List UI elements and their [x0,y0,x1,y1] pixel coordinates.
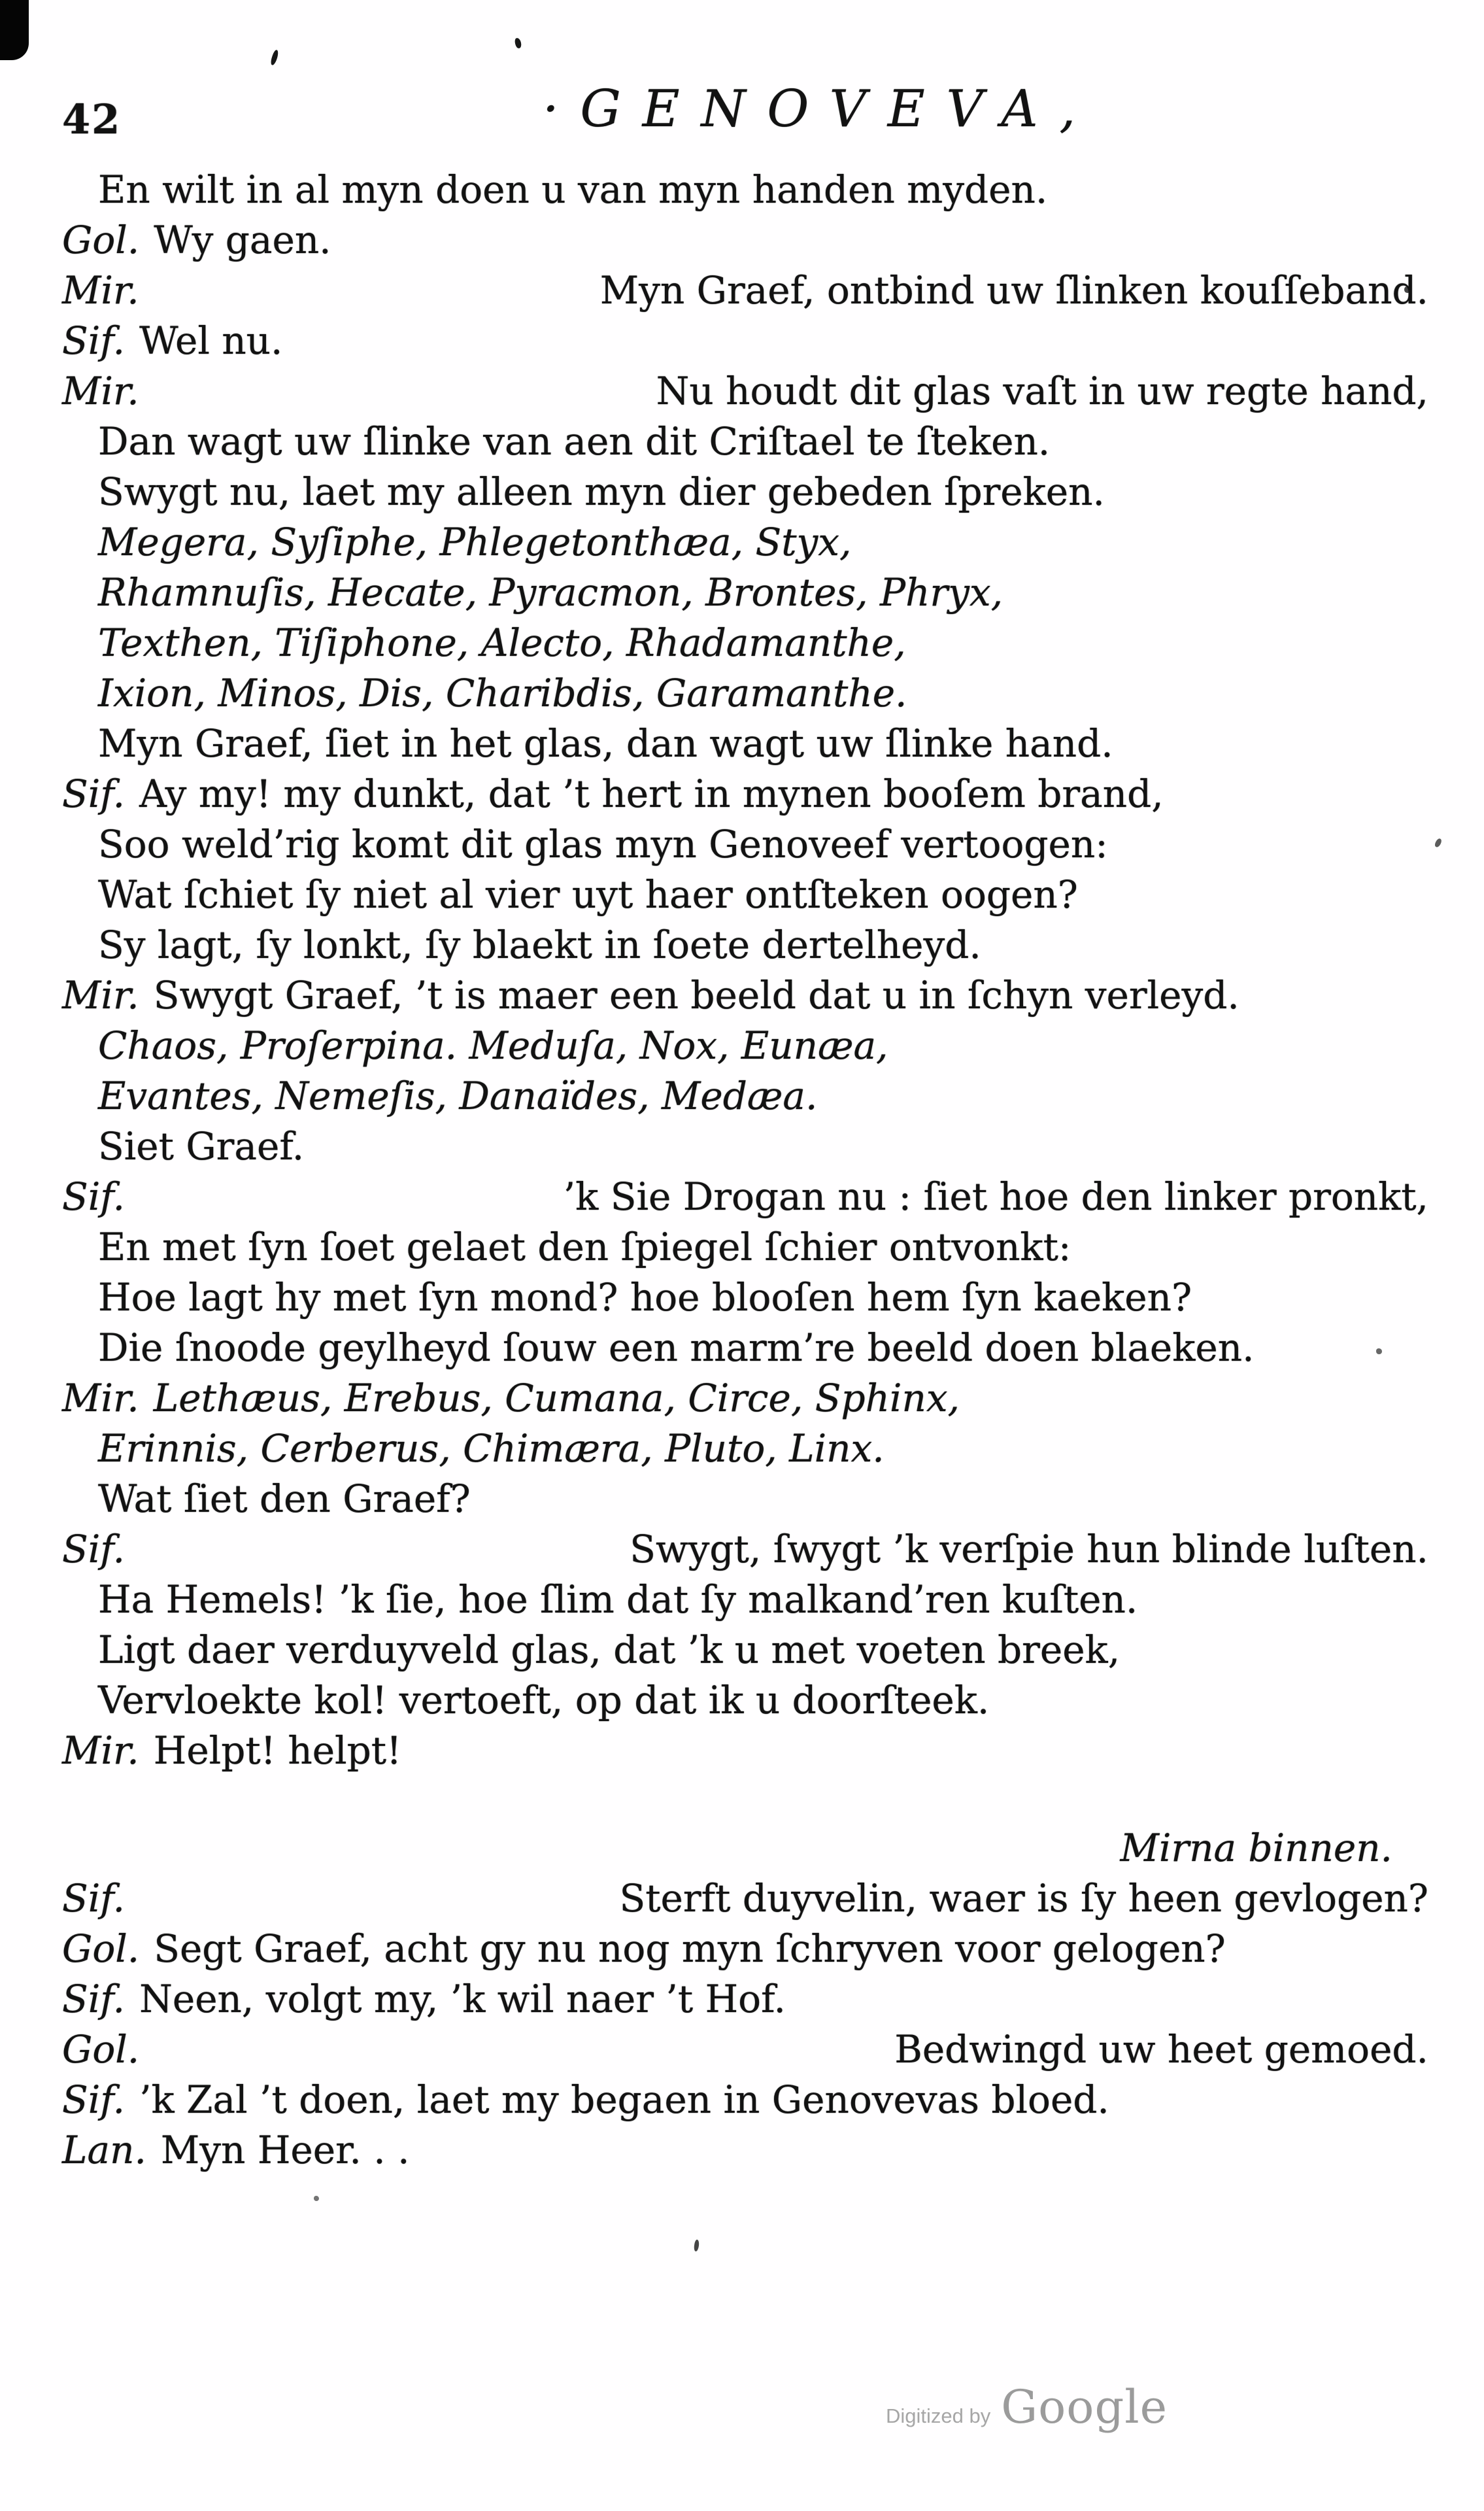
text-line [62,1323,1428,1373]
scan-speck [269,49,279,65]
text-line [62,366,1428,417]
text-line [62,1625,1428,1675]
text-line [62,265,1428,316]
text-line [62,1172,1428,1222]
line-text: En met ſyn ſoet gelaet den ſpiegel ſchier ontvonkt: [98,1225,1071,1269]
line-text: Swygt, ſwygt ’k verſpie hun blinde luſten. [630,1527,1428,1571]
page-number: 42 [62,95,122,143]
speaker-label: Lan. [62,2128,146,2172]
speaker-label: Sif. [62,1527,126,1571]
text-line [62,1474,1428,1524]
speaker-label: Mir. [62,973,139,1017]
scan-speck [694,2240,700,2252]
line-text: Wel nu. [139,318,283,363]
text-line [62,467,1428,517]
speaker-label: Sif. [62,1876,126,1921]
line-text: Ay my! my dunkt, dat ’t hert in mynen booſem brand, [139,772,1164,816]
text-line [62,165,1428,215]
line-text: Wat ſiet den Graef? [98,1477,471,1521]
line-text: Mirna binnen. [1120,1826,1392,1870]
line-text: Wy gaen. [154,218,331,262]
text-line [62,1726,1428,1776]
speaker-label: Gol. [62,1926,140,1971]
speaker-label: Sif. [62,318,126,363]
line-text: Ha Hemels! ’k ſie, hoe ſlim dat ſy malkand’ren kuſten. [98,1577,1138,1622]
line-text: Myn Heer. . . [160,2128,410,2172]
speaker-label: Gol. [62,2027,140,2072]
text-line [62,668,1428,719]
watermark-prefix: Digitized by [886,2404,991,2427]
text-line [62,2075,1428,2125]
text-line [62,1675,1428,1726]
line-text: Helpt! helpt! [153,1728,402,1773]
speaker-label: Sif. [62,772,126,816]
speaker-label: Gol. [62,218,140,262]
watermark [886,2380,1168,2434]
text-line [62,1424,1428,1474]
scan-speck [514,37,522,49]
line-text: Swygt nu, laet my alleen myn dier gebeden ſpreken. [98,470,1105,514]
line-text: En wilt in al myn doen u van myn handen myden. [98,167,1048,212]
line-text: Chaos, Proſerpina. Meduſa, Nox, Eunæa, [98,1023,888,1068]
line-text: Ixion, Minos, Dis, Charibdis, Garamanthe. [98,671,907,715]
line-text: Bedwingd uw heet gemoed. [894,2027,1428,2072]
text-line [62,2024,1428,2075]
line-text: Lethæus, Erebus, Cumana, Circe, Sphinx, [153,1376,960,1420]
speaker-label: Mir. [62,1376,139,1420]
line-text: Megera, Syſiphe, Phlegetonthæa, Styx, [98,520,852,564]
text-line [62,1071,1428,1121]
text-line [62,1524,1428,1575]
text-line [62,769,1428,819]
speaker-label: Mir. [62,1728,139,1773]
line-text: Sy lagt, ſy lonkt, ſy blaekt in ſoete dertelheyd. [98,923,981,967]
scan-speck [1434,838,1443,848]
text-line [62,819,1428,870]
line-text: Texthen, Tiſiphone, Alecto, Rhadamanthe, [98,621,906,665]
scan-corner-mark [0,0,29,60]
text-line [62,1373,1428,1424]
line-text: Hoe lagt hy met ſyn mond? hoe blooſen hem ſyn kaeken? [98,1275,1192,1320]
line-text: Soo weld’rig komt dit glas myn Genoveef vertoogen: [98,822,1108,866]
text-line [62,1974,1428,2024]
line-text: Myn Graef, ontbind uw ſlinken kouſſeband. [599,268,1428,313]
text-line [62,1924,1428,1974]
text-line [62,920,1428,970]
line-text: Sterft duyvelin, waer is ſy heen gevlogen? [619,1876,1428,1921]
text-line [62,316,1428,366]
scan-speck [314,2196,319,2201]
line-text: Die ſnoode geylheyd ſouw een marm’re beeld doen blaeken. [98,1325,1255,1370]
text-line [62,618,1428,668]
speaker-label: Sif. [62,1174,126,1219]
line-text: Wat ſchiet ſy niet al vier uyt haer ontſteken oogen? [98,872,1078,917]
text-line [62,1121,1428,1172]
text-line [62,2125,1428,2176]
text-line [62,970,1428,1021]
line-text: Siet Graef. [98,1124,305,1169]
text-line [62,1021,1428,1071]
line-text: Neen, volgt my, ’k wil naer ’t Hof. [139,1977,786,2021]
text-line [62,568,1428,618]
stage-direction [62,1823,1428,1873]
google-logo: Google [1001,2380,1168,2434]
line-text: ’k Sie Drogan nu : ſiet hoe den linker pronkt, [563,1174,1428,1219]
text-block [62,165,1428,2176]
line-text: Vervloekte kol! vertoeft, op dat ik u doorſteek. [98,1678,990,1722]
page-title: ·GENOVEVA, [543,80,1097,139]
line-text: Ligt daer verduyveld glas, dat ’k u met voeten breek, [98,1628,1121,1672]
line-text: Evantes, Nemeſis, Danaïdes, Medæa. [98,1074,818,1118]
text-line [62,517,1428,568]
text-line [62,1873,1428,1924]
line-text: Segt Graef, acht gy nu nog myn ſchryven voor gelogen? [154,1926,1226,1971]
speaker-label: Mir. [62,369,139,413]
line-text: Myn Graef, ſiet in het glas, dan wagt uw ſlinke hand. [98,721,1113,766]
text-line [62,417,1428,467]
text-line [62,1222,1428,1273]
text-line [62,719,1428,769]
text-line [62,870,1428,920]
line-text: Erinnis, Cerberus, Chimæra, Pluto, Linx. [98,1426,885,1471]
speaker-label: Sif. [62,1977,126,2021]
line-text: ’k Zal ’t doen, laet my begaen in Genovevas bloed. [139,2077,1109,2122]
text-line [62,215,1428,265]
line-text: Rhamnuſis, Hecate, Pyracmon, Brontes, Phryx, [98,570,1003,615]
line-text: Dan wagt uw ſlinke van aen dit Criſtael te ſteken. [98,419,1051,464]
text-line [62,1575,1428,1625]
line-text: Nu houdt dit glas vaſt in uw regte hand, [656,369,1428,413]
speaker-label: Sif. [62,2077,126,2122]
speaker-label: Mir. [62,268,139,313]
text-line [62,1273,1428,1323]
line-text: Swygt Graef, ’t is maer een beeld dat u in ſchyn verleyd. [153,973,1239,1017]
